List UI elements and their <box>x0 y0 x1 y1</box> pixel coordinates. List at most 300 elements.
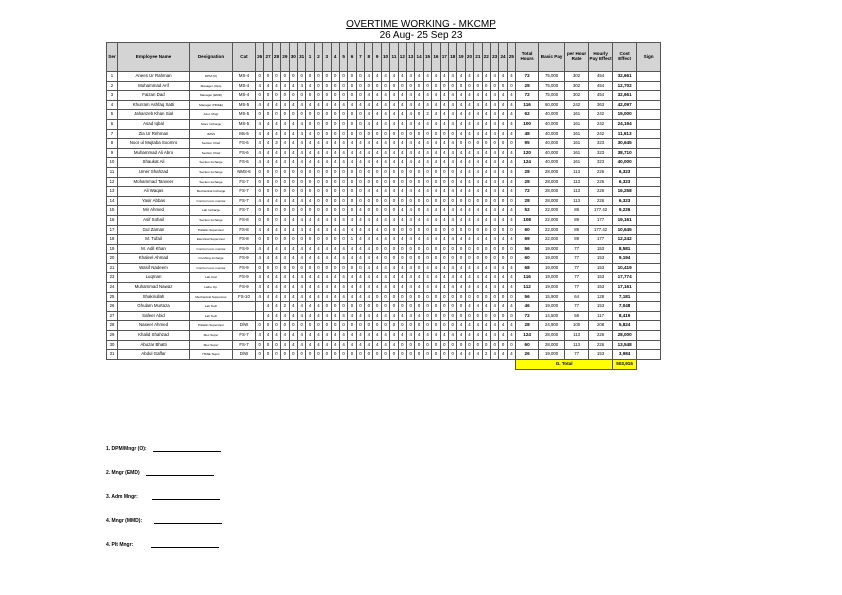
day-hours: 0 <box>432 177 440 187</box>
row-ser: 3 <box>107 91 118 101</box>
sign-cell <box>637 206 661 216</box>
day-hours: 4 <box>465 321 473 331</box>
day-hours: 4 <box>457 110 465 120</box>
day-hours: 4 <box>373 235 381 245</box>
day-hours: 4 <box>448 100 456 110</box>
day-hours: 0 <box>507 196 515 206</box>
day-hours: 4 <box>474 187 482 197</box>
day-hours: 4 <box>365 311 373 321</box>
day-hours: 0 <box>323 206 331 216</box>
empty-cell <box>432 359 440 369</box>
table-header-row <box>107 43 661 72</box>
day-hours: 4 <box>457 177 465 187</box>
basic-pay: 19,000 <box>539 263 565 273</box>
day-hours: 0 <box>339 72 347 82</box>
day-hours: 0 <box>373 244 381 254</box>
day-hours: 4 <box>490 273 498 283</box>
day-hours: 0 <box>457 311 465 321</box>
day-hours: 4 <box>272 331 280 341</box>
day-hours: 0 <box>339 321 347 331</box>
day-hours: 4 <box>365 331 373 341</box>
sign-cell <box>637 273 661 283</box>
total-hours: 56 <box>516 244 539 254</box>
day-hours: 4 <box>465 158 473 168</box>
row-ser: 8 <box>107 139 118 149</box>
day-hours: 0 <box>356 350 364 360</box>
day-hours: 0 <box>356 177 364 187</box>
table-row <box>107 206 661 216</box>
day-hours: 0 <box>381 129 389 139</box>
day-hours: 0 <box>256 350 264 360</box>
day-hours: 4 <box>356 283 364 293</box>
day-hours: 0 <box>432 321 440 331</box>
category: FS-9 <box>233 244 256 254</box>
day-hours: 4 <box>306 302 314 312</box>
day-hours: 0 <box>348 110 356 120</box>
day-hours: 0 <box>432 129 440 139</box>
day-hours: 4 <box>264 273 272 283</box>
day-hours: 4 <box>432 72 440 82</box>
day-hours: 0 <box>440 167 448 177</box>
day-hours: 4 <box>415 283 423 293</box>
day-hours: 4 <box>256 139 264 149</box>
day-hours: 4 <box>323 148 331 158</box>
category: MS-4 <box>233 81 256 91</box>
day-hours: 4 <box>415 311 423 321</box>
header-day: 9 <box>373 43 381 72</box>
designation: Section Incharge <box>190 158 233 168</box>
header-basic-pay: Basic Pay <box>539 43 565 72</box>
designation: Control room monitor <box>190 263 233 273</box>
designation: Pitdatin Supervisor <box>190 225 233 235</box>
hourly-pay-effect: 153 <box>589 273 613 283</box>
day-hours: 0 <box>264 167 272 177</box>
empty-cell <box>365 359 373 369</box>
day-hours: 0 <box>339 196 347 206</box>
day-hours: 0 <box>365 81 373 91</box>
per-hour-rate: 161 <box>565 110 589 120</box>
day-hours: 4 <box>314 254 322 264</box>
cost-effect: 32,661 <box>613 91 637 101</box>
per-hour-rate: 302 <box>565 81 589 91</box>
day-hours: 4 <box>407 187 415 197</box>
day-hours: 0 <box>323 263 331 273</box>
day-hours: 0 <box>423 340 431 350</box>
day-hours: 4 <box>281 331 289 341</box>
header-day: 14 <box>415 43 423 72</box>
day-hours: 1 <box>348 235 356 245</box>
day-hours: 4 <box>365 244 373 254</box>
day-hours: 0 <box>448 254 456 264</box>
designation: Manager (HR&E) <box>190 100 233 110</box>
day-hours: 0 <box>331 167 339 177</box>
day-hours: 0 <box>306 206 314 216</box>
day-hours: 4 <box>264 139 272 149</box>
day-hours: 4 <box>440 215 448 225</box>
day-hours: 0 <box>381 167 389 177</box>
day-hours: 4 <box>507 167 515 177</box>
day-hours: 4 <box>289 331 297 341</box>
day-hours: 0 <box>474 81 482 91</box>
day-hours: 0 <box>348 72 356 82</box>
day-hours: 4 <box>339 283 347 293</box>
basic-pay: 28,000 <box>539 167 565 177</box>
total-hours: 124 <box>516 158 539 168</box>
sign-cell <box>637 292 661 302</box>
day-hours: 0 <box>314 235 322 245</box>
day-hours: 0 <box>323 81 331 91</box>
day-hours: 4 <box>264 119 272 129</box>
day-hours: 4 <box>390 148 398 158</box>
table-row <box>107 215 661 225</box>
day-hours: 0 <box>348 321 356 331</box>
day-hours: 0 <box>256 235 264 245</box>
day-hours: 4 <box>314 273 322 283</box>
day-hours: 4 <box>356 331 364 341</box>
day-hours: 4 <box>482 177 490 187</box>
day-hours: 0 <box>356 196 364 206</box>
day-hours: 0 <box>407 340 415 350</box>
day-hours: 4 <box>432 110 440 120</box>
day-hours: 4 <box>264 225 272 235</box>
day-hours: 0 <box>306 187 314 197</box>
header-day: 5 <box>339 43 347 72</box>
designation: Control room monitor <box>190 244 233 254</box>
sign-cell <box>637 225 661 235</box>
day-hours: 0 <box>256 167 264 177</box>
day-hours: 4 <box>448 139 456 149</box>
signature-line <box>153 446 221 452</box>
header-day: 13 <box>407 43 415 72</box>
day-hours: 4 <box>465 110 473 120</box>
basic-pay: 19,000 <box>539 244 565 254</box>
day-hours: 4 <box>289 119 297 129</box>
basic-pay: 19,000 <box>539 350 565 360</box>
day-hours: 4 <box>331 273 339 283</box>
day-hours: 4 <box>289 254 297 264</box>
hourly-pay-effect: 323 <box>589 139 613 149</box>
day-hours: 0 <box>331 187 339 197</box>
category: FS-6 <box>233 158 256 168</box>
total-hours: 72 <box>516 311 539 321</box>
day-hours: 4 <box>398 100 406 110</box>
per-hour-rate: 64 <box>565 292 589 302</box>
day-hours: 4 <box>448 331 456 341</box>
row-ser: 24 <box>107 283 118 293</box>
day-hours: 4 <box>432 273 440 283</box>
day-hours: 4 <box>256 244 264 254</box>
day-hours: 4 <box>390 158 398 168</box>
day-hours: 4 <box>390 119 398 129</box>
day-hours: 0 <box>448 129 456 139</box>
day-hours: 0 <box>306 167 314 177</box>
day-hours: 4 <box>457 321 465 331</box>
day-hours: 0 <box>398 350 406 360</box>
day-hours: 4 <box>457 235 465 245</box>
day-hours: 4 <box>474 100 482 110</box>
day-hours: 4 <box>348 158 356 168</box>
designation: Lathe Op. <box>190 283 233 293</box>
day-hours: 0 <box>407 254 415 264</box>
grand-total-row <box>107 359 661 369</box>
day-hours: 4 <box>448 206 456 216</box>
row-ser: 26 <box>107 302 118 312</box>
day-hours: 0 <box>297 263 305 273</box>
day-hours: 4 <box>339 292 347 302</box>
day-hours: 4 <box>465 263 473 273</box>
day-hours: 0 <box>348 206 356 216</box>
day-hours: 0 <box>264 340 272 350</box>
designation: Manager (EMD) <box>190 91 233 101</box>
day-hours: 4 <box>440 331 448 341</box>
day-hours: 4 <box>331 148 339 158</box>
day-hours: 4 <box>432 331 440 341</box>
basic-pay: 60,000 <box>539 100 565 110</box>
employee-name: Khaleel Ahmad <box>118 254 190 264</box>
day-hours: 4 <box>398 215 406 225</box>
per-hour-rate: 113 <box>565 340 589 350</box>
cost-effect: 7,048 <box>613 302 637 312</box>
day-hours: 0 <box>356 167 364 177</box>
day-hours: 0 <box>272 177 280 187</box>
per-hour-rate: 113 <box>565 196 589 206</box>
day-hours: 0 <box>272 321 280 331</box>
day-hours: 4 <box>339 273 347 283</box>
day-hours: 4 <box>289 215 297 225</box>
employee-name: Ali Waqas <box>118 187 190 197</box>
table-row <box>107 263 661 273</box>
day-hours: 4 <box>448 215 456 225</box>
designation: HSSE Supvr <box>190 350 233 360</box>
day-hours: 4 <box>348 139 356 149</box>
day-hours: 0 <box>323 72 331 82</box>
per-hour-rate: 161 <box>565 129 589 139</box>
day-hours: 0 <box>465 196 473 206</box>
hourly-pay-effect: 117 <box>589 311 613 321</box>
day-hours: 4 <box>339 100 347 110</box>
day-hours: 0 <box>264 206 272 216</box>
day-hours: 0 <box>482 244 490 254</box>
day-hours: 4 <box>432 148 440 158</box>
basic-pay: 15,900 <box>539 292 565 302</box>
day-hours: 0 <box>314 119 322 129</box>
basic-pay: 40,000 <box>539 158 565 168</box>
day-hours: 0 <box>256 321 264 331</box>
per-hour-rate: 302 <box>565 91 589 101</box>
day-hours: 4 <box>490 187 498 197</box>
day-hours: 4 <box>415 235 423 245</box>
empty-cell <box>118 359 190 369</box>
day-hours: 4 <box>407 148 415 158</box>
day-hours: 0 <box>482 81 490 91</box>
day-hours: 0 <box>356 81 364 91</box>
day-hours: 0 <box>323 187 331 197</box>
designation: Section Incharge <box>190 167 233 177</box>
employee-name: Asif Sohail <box>118 215 190 225</box>
day-hours: 4 <box>507 215 515 225</box>
day-hours: 4 <box>306 81 314 91</box>
day-hours: 4 <box>398 110 406 120</box>
day-hours: 4 <box>306 340 314 350</box>
cost-effect: 24,194 <box>613 119 637 129</box>
row-ser: 21 <box>107 263 118 273</box>
day-hours: 4 <box>356 206 364 216</box>
day-hours: 0 <box>407 244 415 254</box>
day-hours: 0 <box>339 91 347 101</box>
header-day: 16 <box>432 43 440 72</box>
day-hours: 4 <box>398 72 406 82</box>
empty-cell <box>507 359 515 369</box>
day-hours: 0 <box>381 81 389 91</box>
day-hours: 0 <box>398 177 406 187</box>
category: FS-9 <box>233 273 256 283</box>
per-hour-rate: 113 <box>565 177 589 187</box>
day-hours: 4 <box>423 72 431 82</box>
header-day: 28 <box>272 43 280 72</box>
day-hours: 0 <box>272 72 280 82</box>
day-hours: 4 <box>390 100 398 110</box>
day-hours: 0 <box>289 177 297 187</box>
day-hours: 0 <box>264 91 272 101</box>
day-hours: 4 <box>398 119 406 129</box>
total-hours: 28 <box>516 196 539 206</box>
day-hours: 4 <box>490 263 498 273</box>
table-row <box>107 302 661 312</box>
day-hours: 4 <box>398 139 406 149</box>
day-hours: 3 <box>272 139 280 149</box>
day-hours: 4 <box>381 148 389 158</box>
day-hours: 0 <box>415 292 423 302</box>
day-hours: 0 <box>348 167 356 177</box>
day-hours: 4 <box>339 225 347 235</box>
day-hours: 0 <box>465 340 473 350</box>
total-hours: 100 <box>516 119 539 129</box>
sign-cell <box>637 302 661 312</box>
day-hours: 4 <box>490 167 498 177</box>
total-hours: 60 <box>516 340 539 350</box>
day-hours: 0 <box>398 302 406 312</box>
hourly-pay-effect: 153 <box>589 254 613 264</box>
day-hours: 0 <box>432 350 440 360</box>
day-hours: 0 <box>281 350 289 360</box>
day-hours: 4 <box>373 110 381 120</box>
day-hours: 4 <box>507 235 515 245</box>
day-hours: 4 <box>272 273 280 283</box>
day-hours: 0 <box>348 196 356 206</box>
day-hours: 0 <box>256 206 264 216</box>
day-hours: 0 <box>281 167 289 177</box>
designation: JMSS <box>190 129 233 139</box>
day-hours: 4 <box>281 100 289 110</box>
category: MS-5 <box>233 100 256 110</box>
day-hours: 4 <box>499 177 507 187</box>
day-hours: 4 <box>281 196 289 206</box>
day-hours: 4 <box>264 302 272 312</box>
total-hours: 28 <box>516 177 539 187</box>
day-hours: 4 <box>482 119 490 129</box>
day-hours: 4 <box>289 139 297 149</box>
cost-effect: 42,097 <box>613 100 637 110</box>
category: MS-4 <box>233 91 256 101</box>
day-hours: 4 <box>415 215 423 225</box>
day-hours: 0 <box>339 206 347 216</box>
sign-cell <box>637 91 661 101</box>
basic-pay: 22,000 <box>539 235 565 245</box>
category: MS-4 <box>233 72 256 82</box>
day-hours: 4 <box>482 215 490 225</box>
per-hour-rate: 89 <box>565 235 589 245</box>
day-hours: 0 <box>490 292 498 302</box>
table-row <box>107 311 661 321</box>
day-hours: 0 <box>457 292 465 302</box>
day-hours: 0 <box>432 196 440 206</box>
day-hours: 4 <box>482 302 490 312</box>
hourly-pay-effect: 242 <box>589 110 613 120</box>
day-hours: 4 <box>365 340 373 350</box>
day-hours: 0 <box>482 139 490 149</box>
day-hours: 4 <box>398 206 406 216</box>
basic-pay: 40,000 <box>539 139 565 149</box>
day-hours: 0 <box>440 340 448 350</box>
day-hours: 4 <box>432 283 440 293</box>
hourly-pay-effect: 226 <box>589 177 613 187</box>
day-hours: 4 <box>331 283 339 293</box>
day-hours: 4 <box>440 139 448 149</box>
basic-pay: 28,000 <box>539 340 565 350</box>
day-hours: 4 <box>482 110 490 120</box>
day-hours: 0 <box>415 129 423 139</box>
day-hours: 0 <box>457 225 465 235</box>
empty-cell <box>272 359 280 369</box>
total-hours: 46 <box>516 302 539 312</box>
basic-pay: 19,000 <box>539 302 565 312</box>
basic-pay: 19,000 <box>539 273 565 283</box>
day-hours: 4 <box>465 235 473 245</box>
sign-cell <box>637 196 661 206</box>
day-hours: 0 <box>289 235 297 245</box>
cost-effect: 10,645 <box>613 225 637 235</box>
day-hours: 4 <box>474 283 482 293</box>
day-hours: 4 <box>281 148 289 158</box>
day-hours: 4 <box>482 263 490 273</box>
cost-effect: 8,581 <box>613 244 637 254</box>
header-employee-name: Employee Name <box>118 43 190 72</box>
employee-name: Muhammad Ali Abro <box>118 148 190 158</box>
day-hours: 0 <box>356 110 364 120</box>
day-hours: 4 <box>465 302 473 312</box>
day-hours: 4 <box>365 158 373 168</box>
day-hours: 0 <box>499 340 507 350</box>
hourly-pay-effect: 323 <box>589 148 613 158</box>
designation: Manager (Ops) <box>190 81 233 91</box>
day-hours: 4 <box>264 331 272 341</box>
sign-cell <box>637 81 661 91</box>
day-hours: 0 <box>457 196 465 206</box>
category: FS-7 <box>233 340 256 350</box>
hourly-pay-effect: 153 <box>589 350 613 360</box>
day-hours: 4 <box>432 235 440 245</box>
cost-effect: 30,645 <box>613 139 637 149</box>
sign-cell <box>637 187 661 197</box>
day-hours: 4 <box>373 283 381 293</box>
day-hours: 0 <box>407 167 415 177</box>
day-hours: 4 <box>365 235 373 245</box>
table-row <box>107 139 661 149</box>
per-hour-rate: 161 <box>565 148 589 158</box>
day-hours: 4 <box>331 331 339 341</box>
day-hours: 0 <box>289 110 297 120</box>
day-hours: 0 <box>339 167 347 177</box>
